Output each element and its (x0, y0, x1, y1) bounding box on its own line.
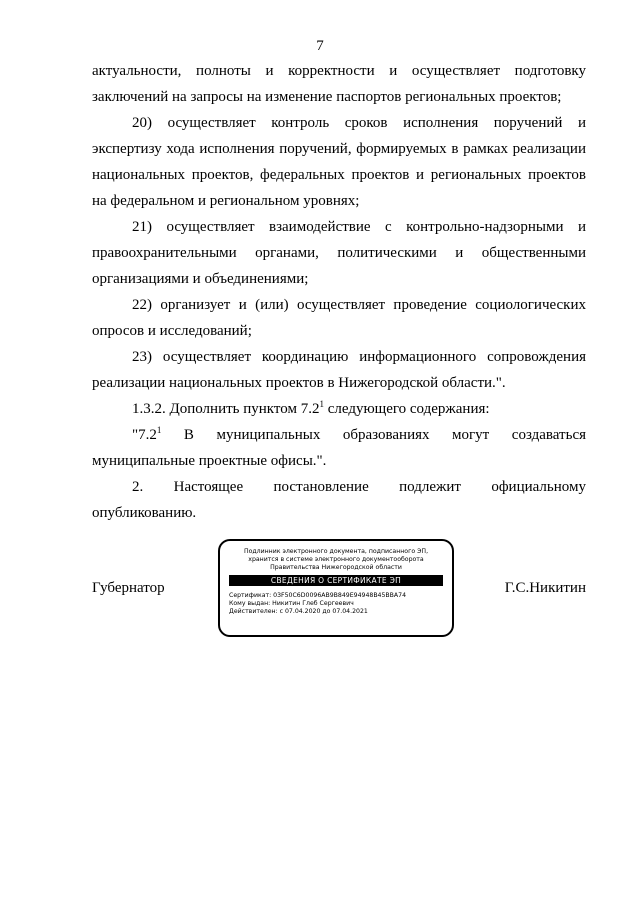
signatory-title: Губернатор (92, 580, 165, 596)
paragraph-1-3-2 (92, 396, 586, 422)
stamp-header-line: Правительства Нижегородской области (270, 564, 402, 571)
paragraph-continuation: актуальности, полноты и корректности и осуществляет подготовку заключений на запросы на изменение паспортов региональных проектов; (92, 63, 586, 105)
signatory-name: Г.С.Никитин (504, 580, 586, 596)
document-body (92, 58, 586, 526)
paragraph-1-3-2-tail: следующего содержания: (323, 401, 490, 417)
paragraph-item-23: 23) осуществляет координацию информационного сопровождения реализации национальных проектов в Нижегородской области.". (92, 349, 586, 391)
stamp-header-line: хранится в системе электронного документооборота (248, 556, 424, 563)
superscript: 1 (319, 399, 324, 409)
paragraph-1-3-2-text: 1.3.2. Дополнить пунктом 7.2 (132, 401, 320, 417)
page-number: 7 (316, 38, 324, 54)
paragraph-item-22: 22) организует и (или) осуществляет проведение социологических опросов и исследований; (92, 297, 586, 339)
stamp-banner: СВЕДЕНИЯ О СЕРТИФИКАТЕ ЭП (229, 575, 443, 586)
stamp-certificate: Сертификат: 03F50C6D0096AB9B849E94948B45BBA74 (229, 592, 407, 599)
paragraph-item-2: 2. Настоящее постановление подлежит официальному опубликованию. (92, 479, 586, 521)
superscript: 1 (156, 425, 162, 435)
electronic-signature-stamp (218, 539, 454, 637)
stamp-validity: Действителен: с 07.04.2020 до 07.04.2021 (229, 608, 368, 615)
stamp-header-line: Подлинник электронного документа, подписанного ЭП, (243, 548, 429, 555)
stamp-header (229, 548, 443, 572)
paragraph-item-20: 20) осуществляет контроль сроков исполнения поручений и экспертизу хода исполнения поручений, формируемых в рамках реализации национальных проектов, федеральных проектов и региональных проектов на федеральном и региональном уровнях; (92, 115, 586, 209)
paragraph-7-2-1 (92, 422, 586, 474)
paragraph-7-2-1-text: "7.2 (132, 427, 157, 443)
paragraph-7-2-1-tail: В муниципальных образованиях могут создаваться муниципальные проектные офисы.". (92, 427, 586, 469)
stamp-issued-to: Кому выдан: Никитин Глеб Сергеевич (229, 600, 354, 607)
paragraph-item-21: 21) осуществляет взаимодействие с контрольно-надзорными и правоохранительными органами, политическими и общественными организациями и объединениями; (92, 219, 586, 287)
